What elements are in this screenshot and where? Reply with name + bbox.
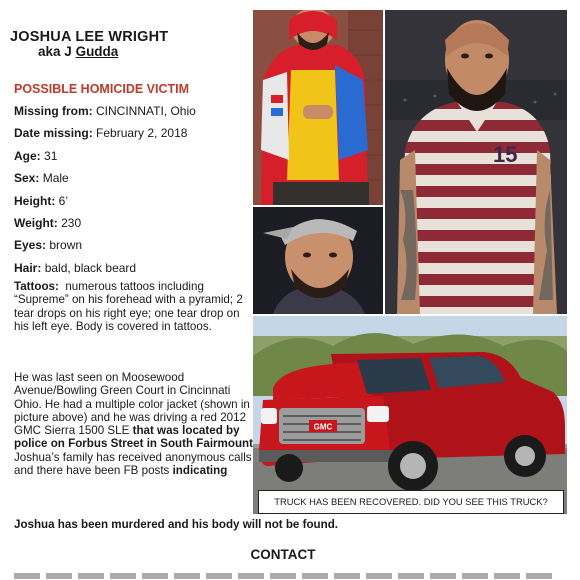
photo-selfie-illustration [253, 207, 383, 314]
photo-jacket [253, 10, 383, 205]
detail-sex [14, 171, 196, 193]
photo-jacket-illustration [253, 10, 383, 205]
status-heading: POSSIBLE HOMICIDE VICTIM [14, 82, 190, 96]
truck-caption: TRUCK HAS BEEN RECOVERED. DID YOU SEE THIS TRUCK? [258, 490, 564, 514]
photo-striped-shirt [385, 10, 567, 314]
detail-value: 230 [61, 215, 82, 230]
detail-value: CINCINNATI, Ohio [96, 104, 196, 118]
detail-eyes [14, 238, 196, 260]
last-seen-paragraph [14, 371, 259, 477]
tattoos-paragraph [14, 280, 254, 333]
detail-label: Hair: [14, 260, 42, 275]
closing-statement: Joshua has been murdered and his body will not be found. [14, 518, 339, 531]
cut-off-contact-line [14, 573, 554, 579]
details-list [14, 104, 196, 283]
detail-weight [14, 216, 196, 238]
person-name: JOSHUA LEE WRIGHT [10, 29, 169, 45]
detail-value: bald, black beard [44, 260, 137, 275]
story-bold-location: that was located by police on Forbus Street in South Fairmount [14, 424, 253, 451]
tattoos-text: numerous tattoos including “Supreme” on his forehead with a pyramid; 2 tear drops on his right eye; one tear drop on his left eye. Body is covered in tattoos. [14, 280, 243, 333]
detail-value: brown [49, 238, 83, 253]
detail-label: Eyes: [14, 238, 47, 253]
detail-label: Weight: [14, 215, 58, 230]
detail-label: Height: [14, 193, 56, 208]
person-alias [38, 44, 118, 59]
photo-truck [253, 316, 567, 514]
detail-age [14, 149, 196, 171]
story-text: He was last seen on Moosewood Avenue/Bowling Green Court in Cincinnati Ohio. He had a multiple color jacket (shown in picture above) and he was driving a red 2012 GMC Sierra 1500 SLE [14, 371, 250, 438]
contact-heading: CONTACT [250, 547, 316, 562]
detail-value: 6’ [58, 193, 69, 208]
detail-height [14, 194, 196, 216]
detail-label: Date missing: [14, 126, 93, 141]
detail-date-missing [14, 126, 196, 148]
detail-value: Male [42, 171, 69, 186]
detail-label: Sex: [14, 171, 40, 186]
tattoos-label: Tattoos: [14, 280, 59, 293]
alias-prefix: aka J [38, 44, 72, 59]
alias-name: Gudda [75, 44, 119, 59]
shirt-number-label: 15 [493, 142, 518, 167]
detail-value: 31 [44, 148, 58, 163]
photo-striped-shirt-illustration [385, 10, 567, 314]
photo-selfie [253, 207, 383, 314]
detail-label: Missing from: [14, 104, 93, 118]
detail-missing-from [14, 104, 196, 126]
story-bold-indicating: indicating [172, 464, 228, 478]
truck-badge-label: GMC [313, 422, 333, 432]
story-text-2: Joshua’s family has received anonymous calls and there have been FB posts [14, 450, 252, 478]
detail-value: February 2, 2018 [96, 126, 188, 141]
photo-truck-illustration [253, 316, 567, 514]
detail-label: Age: [14, 148, 41, 163]
